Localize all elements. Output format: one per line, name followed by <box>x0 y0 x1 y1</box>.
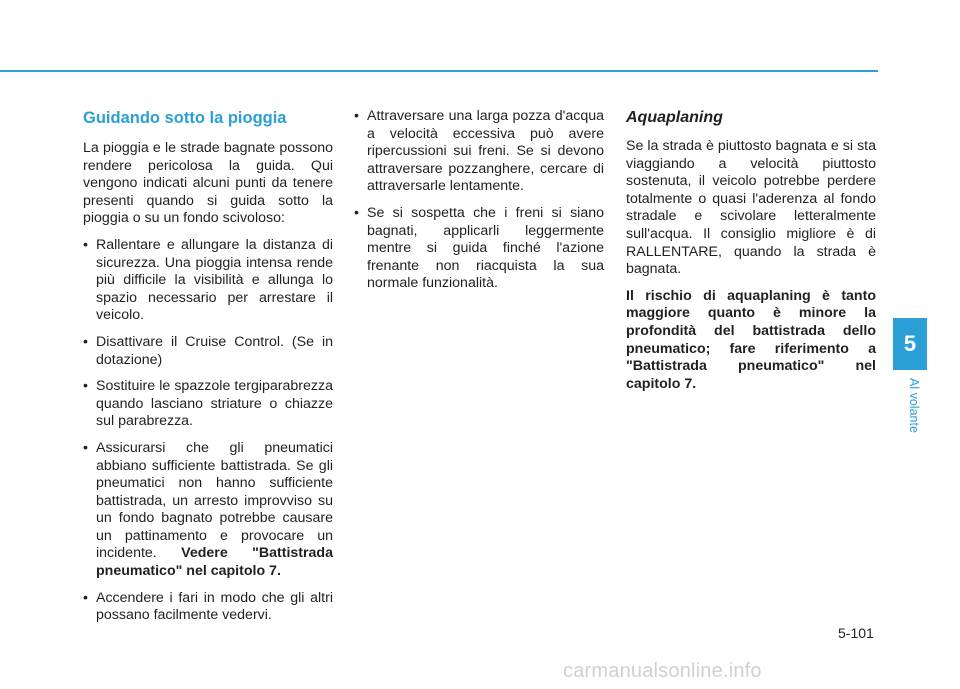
section-heading: Guidando sotto la pioggia <box>83 109 287 127</box>
column-3 <box>626 108 876 402</box>
chapter-tab: 5 <box>893 318 927 370</box>
page-number: 5-101 <box>838 625 874 641</box>
list-item: • Disattivare il Cruise Control. (Se in dotazione) <box>83 334 333 369</box>
tips-list <box>83 237 333 625</box>
chapter-label: Al volante <box>907 378 921 433</box>
aquaplaning-paragraph: Se la strada è piuttosto bagnata e si sta viaggiando a velocità piuttosto sostenuta, il veicolo potrebbe perdere totalmente o quasi l'aderenza al fondo stradale e scivolare letteralmente sull'acqua. Il consiglio migliore è di RALLENTARE, quando la strada è bagnata. <box>626 138 876 278</box>
cross-reference: Vedere "Battistrada pneumatico" nel capitolo 7. <box>96 545 333 580</box>
list-item: • Assicurarsi che gli pneumatici abbiano sufficiente battistrada. Se gli pneumatici non hanno sufficiente battistrada, un arresto improvviso su un fondo bagnato potrebbe causare un pattinamento e provocare un incidente. Vedere "Battistrada pneumatico" nel capitolo 7. <box>83 440 333 581</box>
aquaplaning-heading: Aquaplaning <box>626 109 723 126</box>
list-item: • Rallentare e allungare la distanza di sicurezza. Una pioggia intensa rende più difficile la visibilità e allunga lo spazio necessario per arrestare il veicolo. <box>83 237 333 325</box>
column-2 <box>354 108 604 302</box>
top-rule <box>0 70 878 72</box>
column-1 <box>83 108 333 634</box>
intro-paragraph: La pioggia e le strade bagnate possono rendere pericolosa la guida. Qui vengono indicati alcuni punti da tenere presenti quando si guida sotto la pioggia o su un fondo scivoloso: <box>83 140 333 227</box>
list-item: • Accendere i fari in modo che gli altri possano facilmente vedervi. <box>83 590 333 625</box>
watermark: carmanualsonline.info <box>563 660 762 682</box>
list-item: • Se si sospetta che i freni si siano bagnati, applicarli leggermente mentre si guida finché l'azione frenante non riacquista la sua normale funzionalità. <box>354 205 604 293</box>
tips-list-continued <box>354 108 604 293</box>
aquaplaning-warning: Il rischio di aquaplaning è tanto maggiore quanto è minore la profondità del battistrada dello pneumatico; fare riferimento a "Battistrada pneumatico" nel capitolo 7. <box>626 287 876 392</box>
list-item: • Attraversare una larga pozza d'acqua a velocità eccessiva può avere ripercussioni sui freni. Se si devono attraversare pozzanghere, cercare di attraversarle lentamente. <box>354 108 604 196</box>
list-item: • Sostituire le spazzole tergiparabrezza quando lasciano striature o chiazze sul parabrezza. <box>83 378 333 431</box>
